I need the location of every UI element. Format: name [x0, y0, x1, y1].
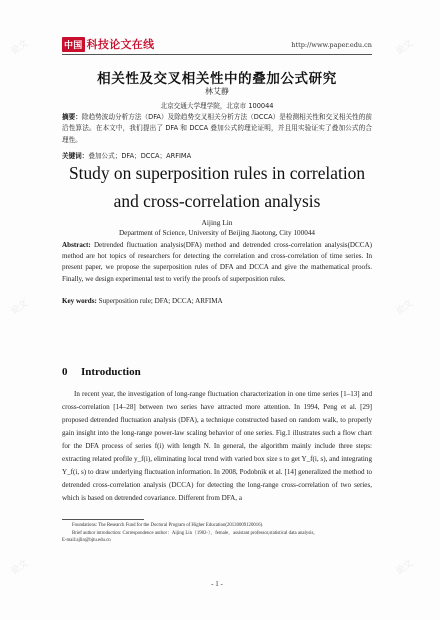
- en-abstract-label: Abstract:: [62, 241, 91, 249]
- en-keywords-text: Superposition rule; DFA; DCCA; ARFIMA: [98, 297, 223, 305]
- logo-mark: 中国: [62, 37, 85, 52]
- section-heading: [62, 366, 372, 378]
- zh-abstract-label: 摘要：: [62, 113, 82, 121]
- section-title: Introduction: [81, 366, 141, 378]
- en-author: Aijing Lin: [201, 218, 233, 227]
- footnote-author-intro: Brief author introduction: Correspondence author：Aijing Lin（1982-），female，assistant professor,statistical data analysis,: [72, 531, 315, 536]
- zh-keywords-label: 关键词：: [62, 152, 89, 160]
- watermark: 论文: [394, 298, 416, 317]
- logo-text: 科技论文在线: [86, 38, 155, 51]
- en-keywords: [62, 297, 372, 305]
- header-rule: [62, 54, 372, 55]
- section-number: 0: [62, 366, 68, 378]
- site-logo[interactable]: [62, 37, 154, 51]
- en-keywords-label: Key words:: [62, 297, 97, 305]
- zh-affiliation: 北京交通大学理学院，北京市 100044: [160, 102, 274, 110]
- en-abstract-text: Detrended fluctuation analysis(DFA) method and detrended cross-correlation analysis(DCCA) method are hot topics of researchers for detecting the correlation and cross-correlation of time series. In present paper, we propose the superposition rules of DFA and DCCA and give the mathematical proofs. Finally, we design experimental test to verify the proofs of superposition rules.: [62, 241, 372, 283]
- page-number: - 1 -: [211, 580, 223, 588]
- zh-keywords-text: 叠加公式；DFA；DCCA；ARFIMA: [88, 152, 192, 160]
- zh-abstract-text: 除趋势波动分析方法（DFA）及除趋势交叉相关分析方法（DCCA）是检测相关性和交叉相关性的前沿性算法。在本文中，我们提出了 DFA 和 DCCA 叠加公式的理论证明，并且用实验证实了叠加公式的合理性。: [62, 113, 372, 144]
- en-affiliation: Department of Science, University of Beijing Jiaotong, City 100044: [118, 229, 316, 237]
- page-header: [62, 37, 372, 53]
- site-url[interactable]: http://www.paper.edu.cn: [291, 41, 372, 49]
- zh-author: 林艾静: [205, 87, 229, 96]
- footnote-rule: [62, 519, 144, 520]
- watermark: 论文: [9, 38, 31, 57]
- watermark: 论文: [9, 298, 31, 317]
- watermark: 论文: [394, 38, 416, 57]
- watermark: 论文: [9, 558, 31, 577]
- footnote-foundations: Foundations: The Research Fund for the Doctoral Program of Higher Education(20130009120016).: [72, 523, 264, 528]
- en-abstract: [62, 240, 372, 285]
- section-body: In recent year, the investigation of long-range fluctuation characterization in one time series [1–13] and cross-correlation [14–28] between two series have attracted more attention. In 1994, Peng et al. [29] proposed detrended fluctuation analysis (DFA), a technique constructed based on random walk, to properly gain insight into the long-range power-law scaling behavior of one series. Fig.1 illustrates such a flow chart for the DFA process of series f(i) with length N. In general, the algorithm mainly include three steps: extracting related profile y_f(i), eliminating local trend with varied box size s to get Y_f(i, s), and integrating Y_f(i, s) to draw underlying fluctuation information. In 2008, Podobnik et al. [14] generalized the method to detrended cross-correlation analysis (DCCA) for detecting the long-range cross-correlation of two series, which is based on detrended covariance. Different from DFA, a: [62, 390, 372, 502]
- watermark: 论文: [394, 558, 416, 577]
- en-title: Study on superposition rules in correlation and cross-correlation analysis: [68, 163, 366, 211]
- footnote-email[interactable]: E-mail:ajlin@bjtu.edu.cn: [62, 538, 111, 543]
- zh-title: 相关性及交叉相关性中的叠加公式研究: [97, 71, 337, 87]
- zh-abstract: [62, 112, 372, 146]
